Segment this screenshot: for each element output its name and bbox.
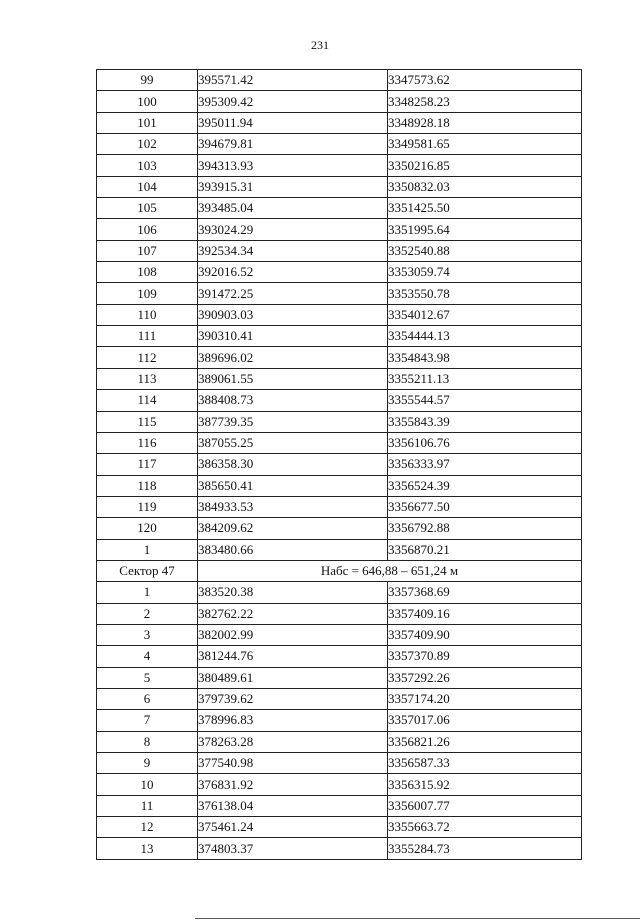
y-coordinate-cell: 3357017.06 (388, 710, 582, 731)
y-coordinate-cell: 3350832.03 (388, 176, 582, 197)
x-coordinate-cell: 381244.76 (198, 646, 388, 667)
point-number-cell: 108 (97, 262, 198, 283)
point-number-cell: 106 (97, 219, 198, 240)
table-row (97, 838, 582, 859)
y-coordinate-cell: 3356524.39 (388, 475, 582, 496)
y-coordinate-cell: 3356333.97 (388, 454, 582, 475)
y-coordinate-cell: 3355284.73 (388, 838, 582, 859)
table-row (97, 496, 582, 517)
point-number-cell: 10 (97, 774, 198, 795)
point-number-cell: 117 (97, 454, 198, 475)
point-number-cell: 100 (97, 91, 198, 112)
x-coordinate-cell: 374803.37 (198, 838, 388, 859)
point-number-cell: 102 (97, 134, 198, 155)
point-number-cell: 104 (97, 176, 198, 197)
table-row (97, 112, 582, 133)
y-coordinate-cell: 3355211.13 (388, 368, 582, 389)
x-coordinate-cell: 384209.62 (198, 518, 388, 539)
table-row (97, 283, 582, 304)
table-row (97, 582, 582, 603)
x-coordinate-cell: 379739.62 (198, 688, 388, 709)
y-coordinate-cell: 3356792.88 (388, 518, 582, 539)
table-row (97, 262, 582, 283)
y-coordinate-cell: 3350216.85 (388, 155, 582, 176)
table-row (97, 240, 582, 261)
x-coordinate-cell: 390310.41 (198, 326, 388, 347)
y-coordinate-cell: 3354843.98 (388, 347, 582, 368)
x-coordinate-cell: 380489.61 (198, 667, 388, 688)
y-coordinate-cell: 3354444.13 (388, 326, 582, 347)
y-coordinate-cell: 3357409.16 (388, 603, 582, 624)
table-row (97, 624, 582, 645)
x-coordinate-cell: 392016.52 (198, 262, 388, 283)
point-number-cell: 6 (97, 688, 198, 709)
x-coordinate-cell: 384933.53 (198, 496, 388, 517)
table-row (97, 603, 582, 624)
point-number-cell: 5 (97, 667, 198, 688)
y-coordinate-cell: 3357370.89 (388, 646, 582, 667)
table-row (97, 411, 582, 432)
y-coordinate-cell: 3357292.26 (388, 667, 582, 688)
table-row (97, 219, 582, 240)
point-number-cell: 109 (97, 283, 198, 304)
point-number-cell: 111 (97, 326, 198, 347)
y-coordinate-cell: 3356677.50 (388, 496, 582, 517)
point-number-cell: 113 (97, 368, 198, 389)
point-number-cell: 13 (97, 838, 198, 859)
x-coordinate-cell: 391472.25 (198, 283, 388, 304)
table-row (97, 710, 582, 731)
point-number-cell: 4 (97, 646, 198, 667)
y-coordinate-cell: 3348258.23 (388, 91, 582, 112)
x-coordinate-cell: 393024.29 (198, 219, 388, 240)
y-coordinate-cell: 3347573.62 (388, 70, 582, 91)
x-coordinate-cell: 395309.42 (198, 91, 388, 112)
table-row (97, 795, 582, 816)
x-coordinate-cell: 376831.92 (198, 774, 388, 795)
x-coordinate-cell: 386358.30 (198, 454, 388, 475)
y-coordinate-cell: 3353550.78 (388, 283, 582, 304)
point-number-cell: 118 (97, 475, 198, 496)
point-number-cell: 101 (97, 112, 198, 133)
point-number-cell: 107 (97, 240, 198, 261)
point-number-cell: 110 (97, 304, 198, 325)
x-coordinate-cell: 383480.66 (198, 539, 388, 560)
coordinates-table-body (97, 70, 582, 860)
page-number: 231 (311, 38, 329, 52)
section-elevation-range: Набс = 646,88 – 651,24 м (198, 560, 582, 581)
point-number-cell: 103 (97, 155, 198, 176)
y-coordinate-cell: 3353059.74 (388, 262, 582, 283)
point-number-cell: 120 (97, 518, 198, 539)
table-row (97, 304, 582, 325)
y-coordinate-cell: 3354012.67 (388, 304, 582, 325)
y-coordinate-cell: 3357409.90 (388, 624, 582, 645)
x-coordinate-cell: 395011.94 (198, 112, 388, 133)
table-row (97, 475, 582, 496)
x-coordinate-cell: 376138.04 (198, 795, 388, 816)
x-coordinate-cell: 387055.25 (198, 432, 388, 453)
y-coordinate-cell: 3351425.50 (388, 198, 582, 219)
y-coordinate-cell: 3351995.64 (388, 219, 582, 240)
point-number-cell: 119 (97, 496, 198, 517)
footer-line (195, 918, 640, 919)
x-coordinate-cell: 375461.24 (198, 817, 388, 838)
point-number-cell: 2 (97, 603, 198, 624)
table-row (97, 368, 582, 389)
y-coordinate-cell: 3348928.18 (388, 112, 582, 133)
point-number-cell: 9 (97, 753, 198, 774)
x-coordinate-cell: 383520.38 (198, 582, 388, 603)
point-number-cell: 1 (97, 539, 198, 560)
y-coordinate-cell: 3357368.69 (388, 582, 582, 603)
point-number-cell: 12 (97, 817, 198, 838)
x-coordinate-cell: 393485.04 (198, 198, 388, 219)
point-number-cell: 114 (97, 390, 198, 411)
y-coordinate-cell: 3356587.33 (388, 753, 582, 774)
point-number-cell: 8 (97, 731, 198, 752)
table-row (97, 155, 582, 176)
x-coordinate-cell: 392534.34 (198, 240, 388, 261)
table-row (97, 70, 582, 91)
point-number-cell: 105 (97, 198, 198, 219)
table-row (97, 817, 582, 838)
point-number-cell: 115 (97, 411, 198, 432)
table-row (97, 753, 582, 774)
y-coordinate-cell: 3356870.21 (388, 539, 582, 560)
section-header-row (97, 560, 582, 581)
x-coordinate-cell: 382002.99 (198, 624, 388, 645)
coordinates-table (96, 69, 582, 860)
x-coordinate-cell: 393915.31 (198, 176, 388, 197)
table-row (97, 326, 582, 347)
x-coordinate-cell: 388408.73 (198, 390, 388, 411)
x-coordinate-cell: 394313.93 (198, 155, 388, 176)
point-number-cell: 116 (97, 432, 198, 453)
y-coordinate-cell: 3356007.77 (388, 795, 582, 816)
x-coordinate-cell: 378996.83 (198, 710, 388, 731)
section-label: Сектор 47 (97, 560, 198, 581)
table-row (97, 390, 582, 411)
y-coordinate-cell: 3352540.88 (388, 240, 582, 261)
y-coordinate-cell: 3349581.65 (388, 134, 582, 155)
table-row (97, 347, 582, 368)
y-coordinate-cell: 3355843.39 (388, 411, 582, 432)
x-coordinate-cell: 387739.35 (198, 411, 388, 432)
table-row (97, 518, 582, 539)
table-row (97, 91, 582, 112)
y-coordinate-cell: 3355663.72 (388, 817, 582, 838)
x-coordinate-cell: 378263.28 (198, 731, 388, 752)
table-row (97, 731, 582, 752)
table-row (97, 454, 582, 475)
point-number-cell: 1 (97, 582, 198, 603)
x-coordinate-cell: 389061.55 (198, 368, 388, 389)
y-coordinate-cell: 3355544.57 (388, 390, 582, 411)
x-coordinate-cell: 390903.03 (198, 304, 388, 325)
x-coordinate-cell: 395571.42 (198, 70, 388, 91)
y-coordinate-cell: 3357174.20 (388, 688, 582, 709)
table-row (97, 176, 582, 197)
x-coordinate-cell: 377540.98 (198, 753, 388, 774)
y-coordinate-cell: 3356821.26 (388, 731, 582, 752)
point-number-cell: 99 (97, 70, 198, 91)
table-row (97, 134, 582, 155)
table-row (97, 432, 582, 453)
x-coordinate-cell: 385650.41 (198, 475, 388, 496)
table-row (97, 539, 582, 560)
table-row (97, 198, 582, 219)
table-row (97, 688, 582, 709)
y-coordinate-cell: 3356106.76 (388, 432, 582, 453)
point-number-cell: 11 (97, 795, 198, 816)
point-number-cell: 112 (97, 347, 198, 368)
x-coordinate-cell: 382762.22 (198, 603, 388, 624)
table-row (97, 646, 582, 667)
y-coordinate-cell: 3356315.92 (388, 774, 582, 795)
point-number-cell: 3 (97, 624, 198, 645)
table-row (97, 774, 582, 795)
x-coordinate-cell: 394679.81 (198, 134, 388, 155)
table-row (97, 667, 582, 688)
point-number-cell: 7 (97, 710, 198, 731)
x-coordinate-cell: 389696.02 (198, 347, 388, 368)
